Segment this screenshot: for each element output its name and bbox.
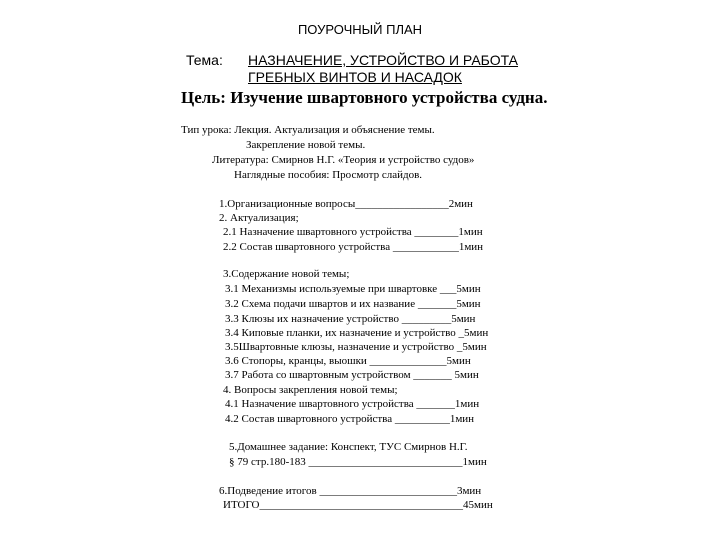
plan-item: 4.2 Состав швартовного устройства __________1мин bbox=[225, 413, 475, 425]
plan-item: 3.7 Работа со швартовным устройством _______ 5мин bbox=[225, 369, 479, 381]
plan-item: 3.1 Механизмы используемые при швартовке ___5мин bbox=[225, 283, 481, 295]
lesson-goal: Цель: Изучение швартовного устройства судна. bbox=[181, 88, 548, 107]
literature: Литература: Смирнов Н.Г. «Теория и устройство судов» bbox=[212, 154, 475, 166]
plan-item: § 79 стр.180-183 ____________________________1мин bbox=[229, 456, 487, 468]
plan-total: ИТОГО_____________________________________45мин bbox=[223, 499, 493, 511]
lesson-type-continued: Закрепление новой темы. bbox=[246, 139, 366, 151]
topic-label: Тема: bbox=[186, 52, 223, 68]
plan-item: 4. Вопросы закрепления новой темы; bbox=[223, 384, 398, 396]
topic-line-2: ГРЕБНЫХ ВИНТОВ И НАСАДОК bbox=[248, 69, 462, 85]
plan-item: 6.Подведение итогов _________________________3мин bbox=[219, 485, 482, 497]
plan-item: 5.Домашнее задание: Конспект, ТУС Смирнов Н.Г. bbox=[229, 441, 468, 453]
plan-item: 3.2 Схема подачи швартов и их название _______5мин bbox=[225, 298, 481, 310]
page-title: ПОУРОЧНЫЙ ПЛАН bbox=[297, 22, 423, 37]
plan-item: 2.2 Состав швартовного устройства ____________1мин bbox=[223, 241, 484, 253]
plan-item: 4.1 Назначение швартовного устройства _______1мин bbox=[225, 398, 480, 410]
lesson-type: Тип урока: Лекция. Актуализация и объяснение темы. bbox=[181, 124, 435, 136]
plan-item: 3.6 Стопоры, кранцы, выошки ______________5мин bbox=[225, 355, 471, 367]
topic-line-1: НАЗНАЧЕНИЕ, УСТРОЙСТВО И РАБОТА bbox=[248, 52, 519, 68]
plan-item: 3.Содержание новой темы; bbox=[223, 268, 350, 280]
plan-item: 3.3 Клюзы их назначение устройство _________5мин bbox=[225, 313, 476, 325]
visual-aids: Наглядные пособия: Просмотр слайдов. bbox=[234, 169, 423, 181]
plan-item: 3.4 Киповые планки, их назначение и устройство _5мин bbox=[225, 327, 489, 339]
plan-item: 1.Организационные вопросы_________________2мин bbox=[219, 198, 473, 210]
plan-item: 3.5Швартовные клюзы, назначение и устройство _5мин bbox=[225, 341, 487, 353]
plan-item: 2. Актуализация; bbox=[219, 212, 299, 224]
plan-item: 2.1 Назначение швартовного устройства ________1мин bbox=[223, 226, 483, 238]
